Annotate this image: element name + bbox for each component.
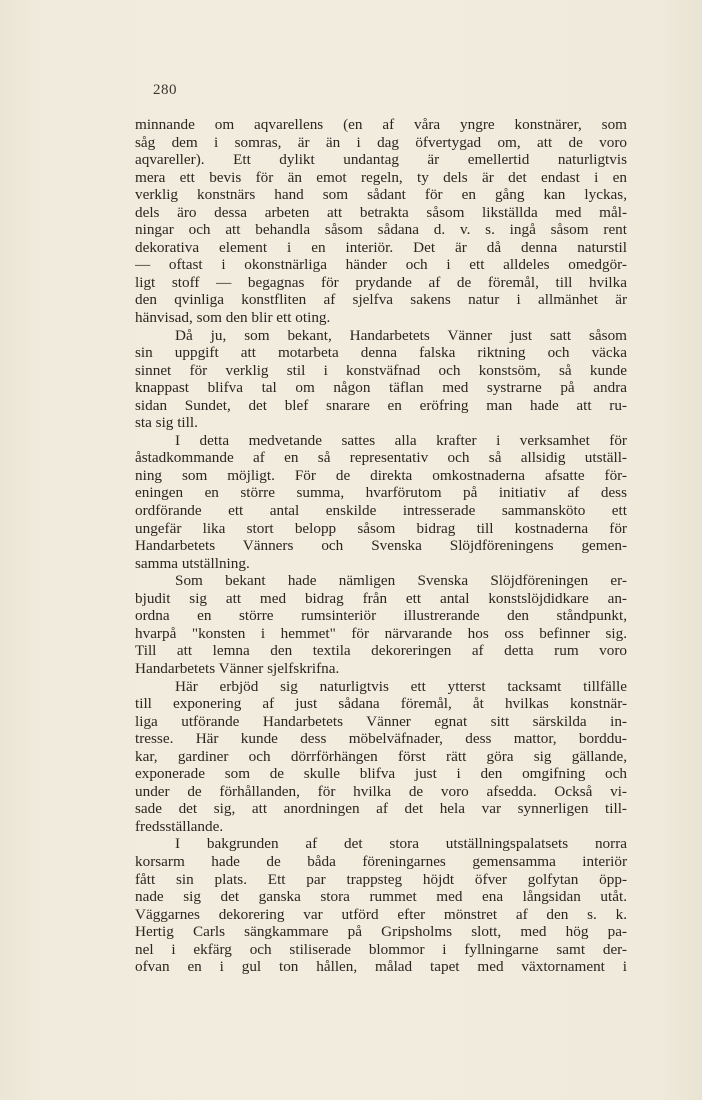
text-line: liga utförande Handarbetets Vänner egnat sitt särskilda in-: [135, 712, 627, 730]
text-line: ordna en större rumsinteriör illustrerande den ståndpunkt,: [135, 607, 627, 625]
text-line: sin uppgift att motarbeta denna falska riktning och väcka: [135, 344, 627, 362]
text-line: den qvinliga konstfliten af sjelfva sakens natur i allmänhet är: [135, 291, 627, 309]
text-line: tresse. Här kunde dess möbelväfnader, dess mattor, borddu-: [135, 730, 627, 748]
text-line: dels äro dessa arbeten att betrakta såsom likställda med mål-: [135, 203, 627, 221]
text-line: sidan Sundet, det blef snarare en eröfring man hade att ru-: [135, 396, 627, 414]
text-line: under de förhållanden, för hvilka de voro afsedda. Också vi-: [135, 782, 627, 800]
text-line: ungefär lika stort belopp såsom bidrag till kostnaderna för: [135, 519, 627, 537]
text-line: nade sig det ganska stora rummet med ena långsidan utåt.: [135, 888, 627, 906]
text-line: åstadkommande af en så representativ och så allsidig utställ-: [135, 449, 627, 467]
text-line: minnande om aqvarellens (en af våra yngre konstnärer, som: [135, 116, 627, 133]
text-line: ligt stoff — begagnas för prydande af de föremål, till hvilka: [135, 273, 627, 291]
text-line: Till att lemna den textila dekoreringen af detta rum voro: [135, 642, 627, 660]
text-line: mera ett bevis för än emot regeln, ty dels är det endast i en: [135, 168, 627, 186]
text-line: samma utställning.: [135, 554, 250, 572]
text-line: Väggarnes dekorering var utförd efter mönstret af den s. k.: [135, 905, 627, 923]
page-number: 280: [153, 82, 177, 98]
text-line: dekorativa element i en interiör. Det är då denna naturstil: [135, 238, 627, 256]
text-line: Hertig Carls sängkammare på Gripsholms slott, med hög pa-: [135, 923, 627, 941]
text-line: fredsställande.: [135, 817, 224, 835]
text-line: kar, gardiner och dörrförhängen först rätt göra sig gällande,: [135, 747, 627, 765]
text-line: ning som möjligt. För de direkta omkostnaderna afsatte för-: [135, 466, 627, 484]
text-line: eningen en större summa, hvarförutom på initiativ af dess: [135, 484, 627, 502]
text-line: verklig konstnärs hand som sådant för en gång kan lyckas,: [135, 186, 627, 204]
text-line: aqvareller). Ett dylikt undantag är emellertid naturligtvis: [135, 151, 627, 169]
text-line: Handarbetets Vänners och Svenska Slöjdföreningens gemen-: [135, 537, 627, 555]
text-line: Handarbetets Vänner sjelfskrifna.: [135, 659, 340, 677]
text-line: ordförande ett antal enskilde intresserade sammansköto ett: [135, 502, 627, 520]
text-line: exponerade som de skulle blifva just i den omgifning och: [135, 765, 627, 783]
text-line: I bakgrunden af det stora utställningspalatsets norra: [175, 835, 627, 853]
text-line: ningar och att behandla såsom sådana d. v. s. ingå såsom rent: [135, 221, 627, 239]
text-line: — oftast i okonstnärliga händer och i ett alldeles omedgör-: [135, 256, 627, 274]
text-line: bjudit sig att med bidrag från ett antal konstslöjdidkare an-: [135, 589, 627, 607]
text-line: Här erbjöd sig naturligtvis ett ytterst tacksamt tillfälle: [175, 677, 627, 695]
text-line: Som bekant hade nämligen Svenska Slöjdföreningen er-: [175, 572, 627, 590]
text-line: Då ju, som bekant, Handarbetets Vänner just satt såsom: [175, 326, 627, 344]
text-line: I detta medvetande sattes alla krafter i verksamhet för: [175, 431, 627, 449]
text-line: sinnet för verklig stil i konstväfnad och konstsöm, så kunde: [135, 361, 627, 379]
text-line: hänvisad, som den blir ett oting.: [135, 309, 331, 327]
text-line: till exponering af just sådana föremål, åt hvilkas konstnär-: [135, 695, 627, 713]
body-text: [135, 116, 627, 976]
text-line: knappast blifva tal om någon täflan med systrarne på andra: [135, 379, 627, 397]
text-line: sade det sig, att anordningen af det hela var synnerligen till-: [135, 800, 627, 818]
text-line: fått sin plats. Ett par trappsteg höjdt öfver golfytan öpp-: [135, 870, 627, 888]
text-line: korsarm hade de båda föreningarnes gemensamma interiör: [135, 852, 627, 870]
text-line: såg dem i somras, är än i dag öfvertygad om, att de voro: [135, 133, 627, 151]
text-line: ofvan en i gul ton hållen, målad tapet med växtornament i: [135, 958, 627, 976]
text-line: hvarpå "konsten i hemmet" för närvarande hos oss befinner sig.: [135, 624, 627, 642]
text-line: nel i ekfärg och stiliserade blommor i fyllningarne samt der-: [135, 940, 627, 958]
text-line: sta sig till.: [135, 414, 198, 432]
